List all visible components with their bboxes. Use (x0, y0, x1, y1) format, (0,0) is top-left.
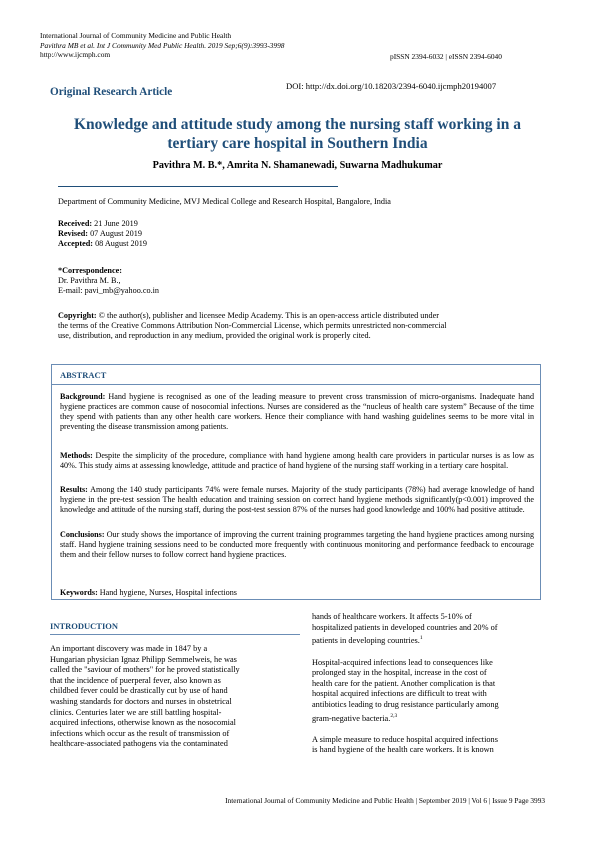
received-row (58, 219, 147, 229)
intro-left-line: washing standards for doctors and nurses in obstetrical (50, 696, 232, 706)
copyright-label: Copyright: (58, 311, 97, 320)
intro-left-line: healthcare-associated pathogens via the contaminated (50, 739, 228, 749)
abstract-methods (60, 451, 534, 471)
received-label: Received: (58, 219, 93, 228)
intro-right-column (312, 612, 544, 756)
abstract-keywords (60, 588, 534, 598)
accepted-date: 08 August 2019 (95, 239, 147, 248)
revised-date: 07 August 2019 (90, 229, 142, 238)
results-label: Results: (60, 485, 88, 494)
journal-url[interactable]: http://www.ijcmph.com (40, 50, 111, 60)
intro-left-line: childbed fever could be drastically cut by use of hand (50, 686, 228, 696)
intro-left-line: An important discovery was made in 1847 by a (50, 644, 208, 653)
received-date: 21 June 2019 (94, 219, 138, 228)
results-text: Among the 140 study participants 74% were female nurses. Majority of the study participants (78%) had average knowledge of hand hygiene in the pre-test session The health education and training session on correct hand hygiene methods significantly(p<0.001) improved the knowledge and attitude of the nursing staff, during the post-test session 87% of the nurses had good knowledge and 100% had positive attitude. (60, 485, 534, 514)
intro-left-line: infections which occur as the result of transmission of (50, 728, 230, 738)
citation-ref[interactable]: 1 (419, 635, 423, 642)
background-text: Hand hygiene is recognised as one of the leading measure to prevent cross transmission of micro-organisms. Inadequate hand hygiene practices are common cause of nosocomial infections. Nurses are considered as the “nucleus of health care system” Because of the time they spend with patients than any other health care workers. Hence their compliance with hand washing guidelines seems to be more vital in preventing the disease transmission among patients. (60, 392, 534, 431)
issn: pISSN 2394-6032 | eISSN 2394-6040 (390, 52, 502, 61)
intro-right-line: antibiotics leading to drug resistance particularly among (312, 699, 499, 709)
conclusions-label: Conclusions: (60, 530, 105, 539)
abstract-heading: ABSTRACT (60, 370, 107, 380)
article-type: Original Research Article (50, 86, 173, 98)
intro-right-line: hospital acquired infections are difficult to treat with (312, 689, 487, 699)
abstract-divider (51, 384, 541, 385)
accepted-label: Accepted: (58, 239, 94, 248)
intro-right-line-last: patients in developing countries.$^1$ (312, 635, 423, 645)
methods-label: Methods: (60, 451, 93, 460)
affiliation: Department of Community Medicine, MVJ Medical College and Research Hospital, Bangalore, India (58, 197, 391, 206)
copyright-line-2: the terms of the Creative Commons Attribution Non-Commercial License, which permits unrestricted non-commercial (58, 321, 447, 330)
intro-right-line: health care for the patient. Another complication is that (312, 678, 496, 688)
correspondence-block (58, 266, 159, 296)
introduction-rule (50, 634, 300, 635)
methods-text: Despite the simplicity of the procedure, compliance with hand hygiene among health care providers in particular nurses is as low as 40%. This study aims at assessing knowledge, attitude and practice of hand hygiene of the nursing staff working in a tertiary care hospital. (60, 451, 534, 470)
doi[interactable]: DOI: http://dx.doi.org/10.18203/2394-6040.ijcmph20194007 (286, 81, 497, 91)
intro-right-p2 (312, 658, 544, 724)
abstract-background (60, 392, 534, 432)
intro-right-p1 (312, 612, 544, 647)
intro-left-line: called the "saviour of mothers" for he proved statistically (50, 665, 240, 675)
revised-label: Revised: (58, 229, 89, 238)
intro-left-line: clinics. Centuries later we are still battling hospital- (50, 707, 222, 717)
intro-right-line: prolonged stay in the hospital, increase in the cost of (312, 668, 487, 678)
intro-left-line: acquired infections, otherwise known as the nosocomial (50, 718, 236, 728)
journal-header (40, 31, 284, 60)
divider (58, 186, 338, 187)
title-line-1: Knowledge and attitude study among the nursing staff working in a (74, 116, 521, 133)
intro-right-line: hospitalized patients in developed countries and 20% of (312, 622, 498, 632)
copyright-line-1: © the author(s), publisher and licensee Medip Academy. This is an open-access article distributed under (98, 311, 439, 320)
intro-right-line: is hand hygiene of the health care workers. It is known (312, 745, 494, 755)
intro-right-line: Hospital-acquired infections lead to consequences like (312, 657, 493, 667)
correspondence-name: Dr. Pavithra M. B., (58, 276, 121, 285)
background-label: Background: (60, 392, 106, 401)
correspondence-email[interactable]: E-mail: pavi_mb@yahoo.co.in (58, 286, 159, 295)
title-line-2: tertiary care hospital in Southern India (167, 135, 428, 152)
citation: Pavithra MB et al. Int J Community Med Public Health. 2019 Sep;6(9):3993-3998 (40, 40, 285, 50)
journal-name: International Journal of Community Medicine and Public Health (40, 31, 232, 40)
abstract-results (60, 485, 534, 515)
keywords-label: Keywords: (60, 588, 98, 597)
intro-right-p3 (312, 735, 544, 756)
intro-left-line: that the incidence of puerperal fever, also known as (50, 675, 221, 685)
intro-right-line: hands of healthcare workers. It affects 5-10% of (312, 612, 472, 621)
intro-left-line: Hungarian physician Ignaz Philipp Semmelweis, he was (50, 654, 237, 664)
intro-right-line: A simple measure to reduce hospital acquired infections (312, 734, 498, 744)
abstract-conclusions (60, 530, 534, 560)
page-footer: International Journal of Community Medicine and Public Health | September 2019 | Vol 6 | Issue 9 Page 3993 (225, 796, 545, 805)
intro-left-column (50, 644, 300, 750)
keywords-text: Hand hygiene, Nurses, Hospital infections (99, 588, 237, 597)
authors: Pavithra M. B.*, Amrita N. Shamanewadi, Suwarna Madhukumar (152, 160, 443, 171)
correspondence-label: *Correspondence: (58, 266, 122, 275)
accepted-row (58, 239, 147, 249)
dates-block (58, 219, 147, 249)
copyright-line-3: use, distribution, and reproduction in any medium, provided the original work is properly cited. (58, 331, 371, 340)
copyright-block (58, 311, 548, 341)
introduction-heading: INTRODUCTION (50, 621, 119, 631)
citation-ref[interactable]: 2,3 (390, 712, 398, 719)
conclusions-text: Our study shows the importance of improving the current training programmes targeting the hand hygiene practices among nursing staff. Hand hygiene training sessions need to be conducted more frequently with continuous monitoring and performance feedback to encourage them and their fellow nurses to follow correct hand hygiene practices. (60, 530, 534, 559)
intro-right-line-last: gram-negative bacteria.$^{2,3}$ (312, 712, 398, 723)
revised-row (58, 229, 147, 239)
article-title (40, 115, 555, 153)
